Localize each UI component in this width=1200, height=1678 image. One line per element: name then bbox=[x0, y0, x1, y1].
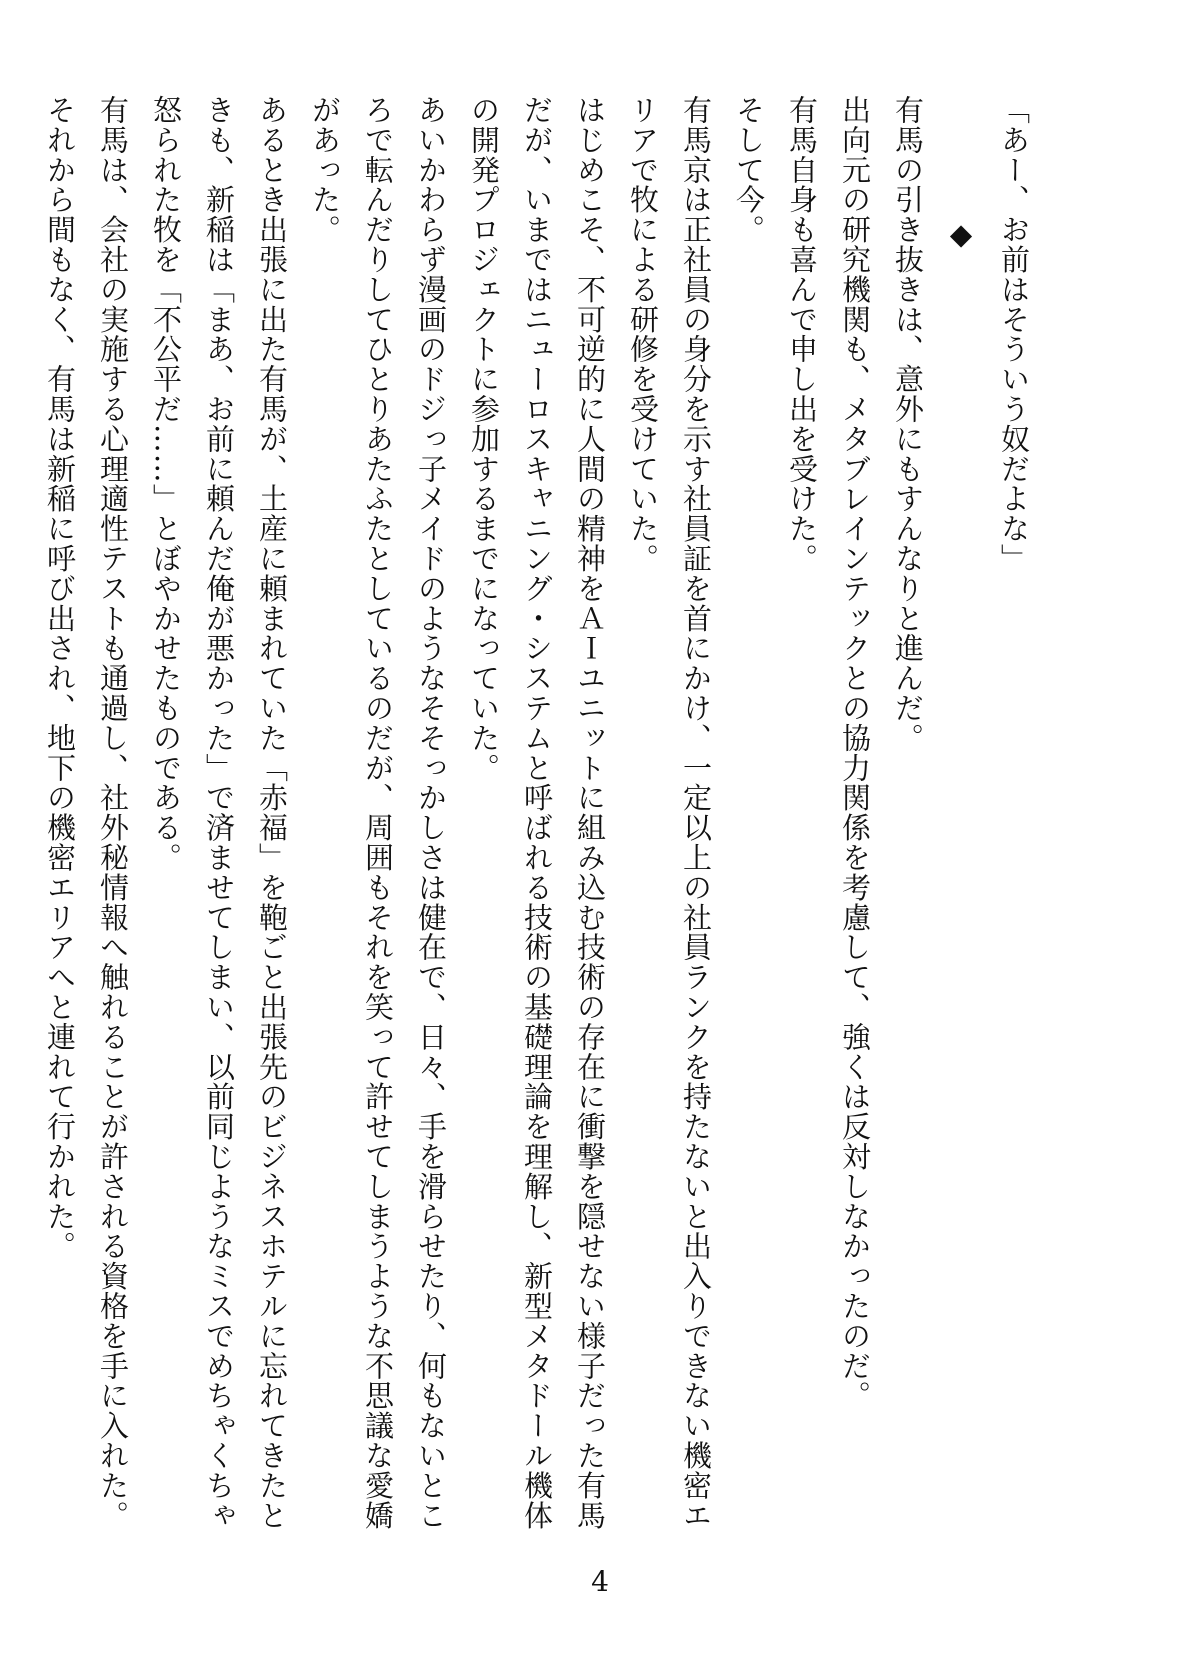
paragraph: 有馬は、会社の実施する心理適性テストも通過し、社外秘情報へ触れることが許される資格を手に入れた。 bbox=[96, 95, 130, 1531]
dialogue-line: 「あー、お前はそういう奴だよな」 bbox=[997, 95, 1031, 574]
paragraph: 有馬自身も喜んで申し出を受けた。 bbox=[785, 95, 819, 574]
paragraph: 有馬京は正社員の身分を示す社員証を首にかけ、一定以上の社員ランクを持たないと出入りできない機密エリアで牧による研修を受けていた。 bbox=[626, 95, 713, 1531]
body-text bbox=[43, 95, 1040, 1555]
paragraph: それから間もなく、有馬は新稲に呼び出され、地下の機密エリアへと連れて行かれた。 bbox=[43, 95, 77, 1262]
paragraph: そして今。 bbox=[732, 95, 766, 245]
vertical-text-column bbox=[43, 95, 1040, 1555]
paragraph: 出向元の研究機関も、メタブレインテックとの協力関係を考慮して、強くは反対しなかったのだ。 bbox=[838, 95, 872, 1411]
page-number: 4 bbox=[591, 1565, 609, 1598]
paragraph: はじめこそ、不可逆的に人間の精神をＡＩユニットに組み込む技術の存在に衝撃を隠せない様子だった有馬だが、いまではニューロスキャニング・システムと呼ばれる技術の基礎理論を理解し、新型メタドール機体の開発プロジェクトに参加するまでになっていた。 bbox=[467, 95, 607, 1531]
paragraph: あいかわらず漫画のドジっ子メイドのようなそそっかしさは健在で、日々、手を滑らせたり、何もないところで転んだりしてひとりあたふたとしているのだが、周囲もそれを笑って許せてしまうような不思議な愛嬌があった。 bbox=[308, 95, 448, 1531]
scene-separator bbox=[934, 95, 987, 1555]
paragraph: 有馬の引き抜きは、意外にもすんなりと進んだ。 bbox=[891, 95, 925, 753]
diamond-icon: ◆ bbox=[944, 216, 978, 252]
paragraph: あるとき出張に出た有馬が、土産に頼まれていた「赤福」を鞄ごと出張先のビジネスホテルに忘れてきたときも、新稲は「まあ、お前に頼んだ俺が悪かった」で済ませてしまい、以前同じようなミスでめちゃくちゃ怒られた牧を「不公平だ……」とぼやかせたものである。 bbox=[149, 95, 289, 1531]
